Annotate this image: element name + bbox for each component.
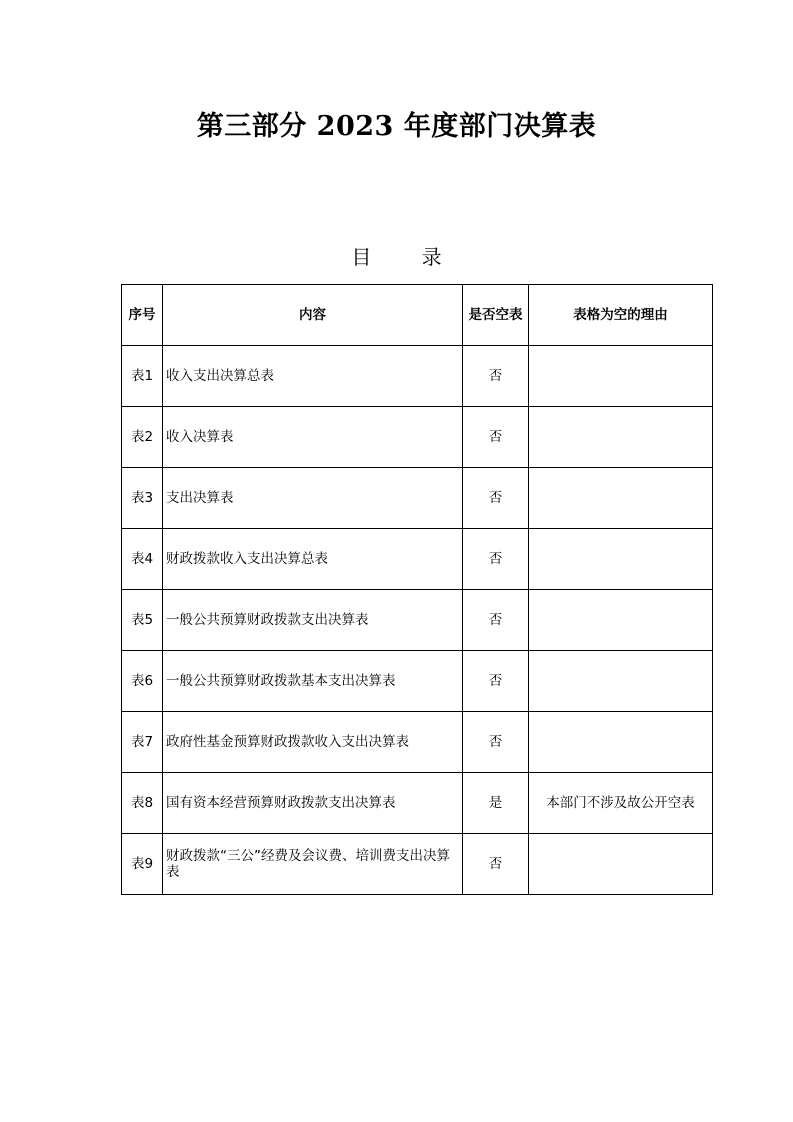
table-row <box>122 346 713 407</box>
row-number: 表7 <box>122 712 163 773</box>
table-row <box>122 590 713 651</box>
table-row <box>122 651 713 712</box>
row-is-empty: 否 <box>463 529 529 590</box>
toc-table <box>121 284 713 895</box>
row-number: 表1 <box>122 346 163 407</box>
table-row <box>122 468 713 529</box>
header-reason: 表格为空的理由 <box>529 285 713 346</box>
row-reason <box>529 407 713 468</box>
header-content: 内容 <box>163 285 463 346</box>
row-number: 表8 <box>122 773 163 834</box>
row-content: 政府性基金预算财政拨款收入支出决算表 <box>163 712 463 773</box>
toc-heading: 目 录 <box>351 245 464 269</box>
page-title: 第三部分 2023 年度部门决算表 <box>196 111 597 142</box>
table-row <box>122 712 713 773</box>
table-row <box>122 773 713 834</box>
row-is-empty: 否 <box>463 712 529 773</box>
row-reason <box>529 468 713 529</box>
table-header-row <box>122 285 713 346</box>
row-reason: 本部门不涉及故公开空表 <box>529 773 713 834</box>
row-reason <box>529 346 713 407</box>
row-number: 表5 <box>122 590 163 651</box>
row-reason <box>529 529 713 590</box>
row-number: 表3 <box>122 468 163 529</box>
row-number: 表2 <box>122 407 163 468</box>
row-is-empty: 否 <box>463 468 529 529</box>
row-content: 财政拨款“三公”经费及会议费、培训费支出决算表 <box>163 834 463 895</box>
row-content: 一般公共预算财政拨款支出决算表 <box>163 590 463 651</box>
row-number: 表6 <box>122 651 163 712</box>
row-is-empty: 否 <box>463 651 529 712</box>
row-content: 支出决算表 <box>163 468 463 529</box>
row-is-empty: 否 <box>463 590 529 651</box>
row-reason <box>529 651 713 712</box>
row-content: 一般公共预算财政拨款基本支出决算表 <box>163 651 463 712</box>
row-is-empty: 否 <box>463 346 529 407</box>
row-is-empty: 否 <box>463 407 529 468</box>
row-is-empty: 是 <box>463 773 529 834</box>
row-is-empty: 否 <box>463 834 529 895</box>
header-number: 序号 <box>122 285 163 346</box>
row-reason <box>529 834 713 895</box>
row-reason <box>529 590 713 651</box>
row-content: 收入支出决算总表 <box>163 346 463 407</box>
table-row <box>122 407 713 468</box>
table-row <box>122 529 713 590</box>
row-content: 国有资本经营预算财政拨款支出决算表 <box>163 773 463 834</box>
table-row <box>122 834 713 895</box>
row-content: 财政拨款收入支出决算总表 <box>163 529 463 590</box>
row-reason <box>529 712 713 773</box>
row-number: 表9 <box>122 834 163 895</box>
header-is-empty: 是否空表 <box>463 285 529 346</box>
row-number: 表4 <box>122 529 163 590</box>
row-content: 收入决算表 <box>163 407 463 468</box>
